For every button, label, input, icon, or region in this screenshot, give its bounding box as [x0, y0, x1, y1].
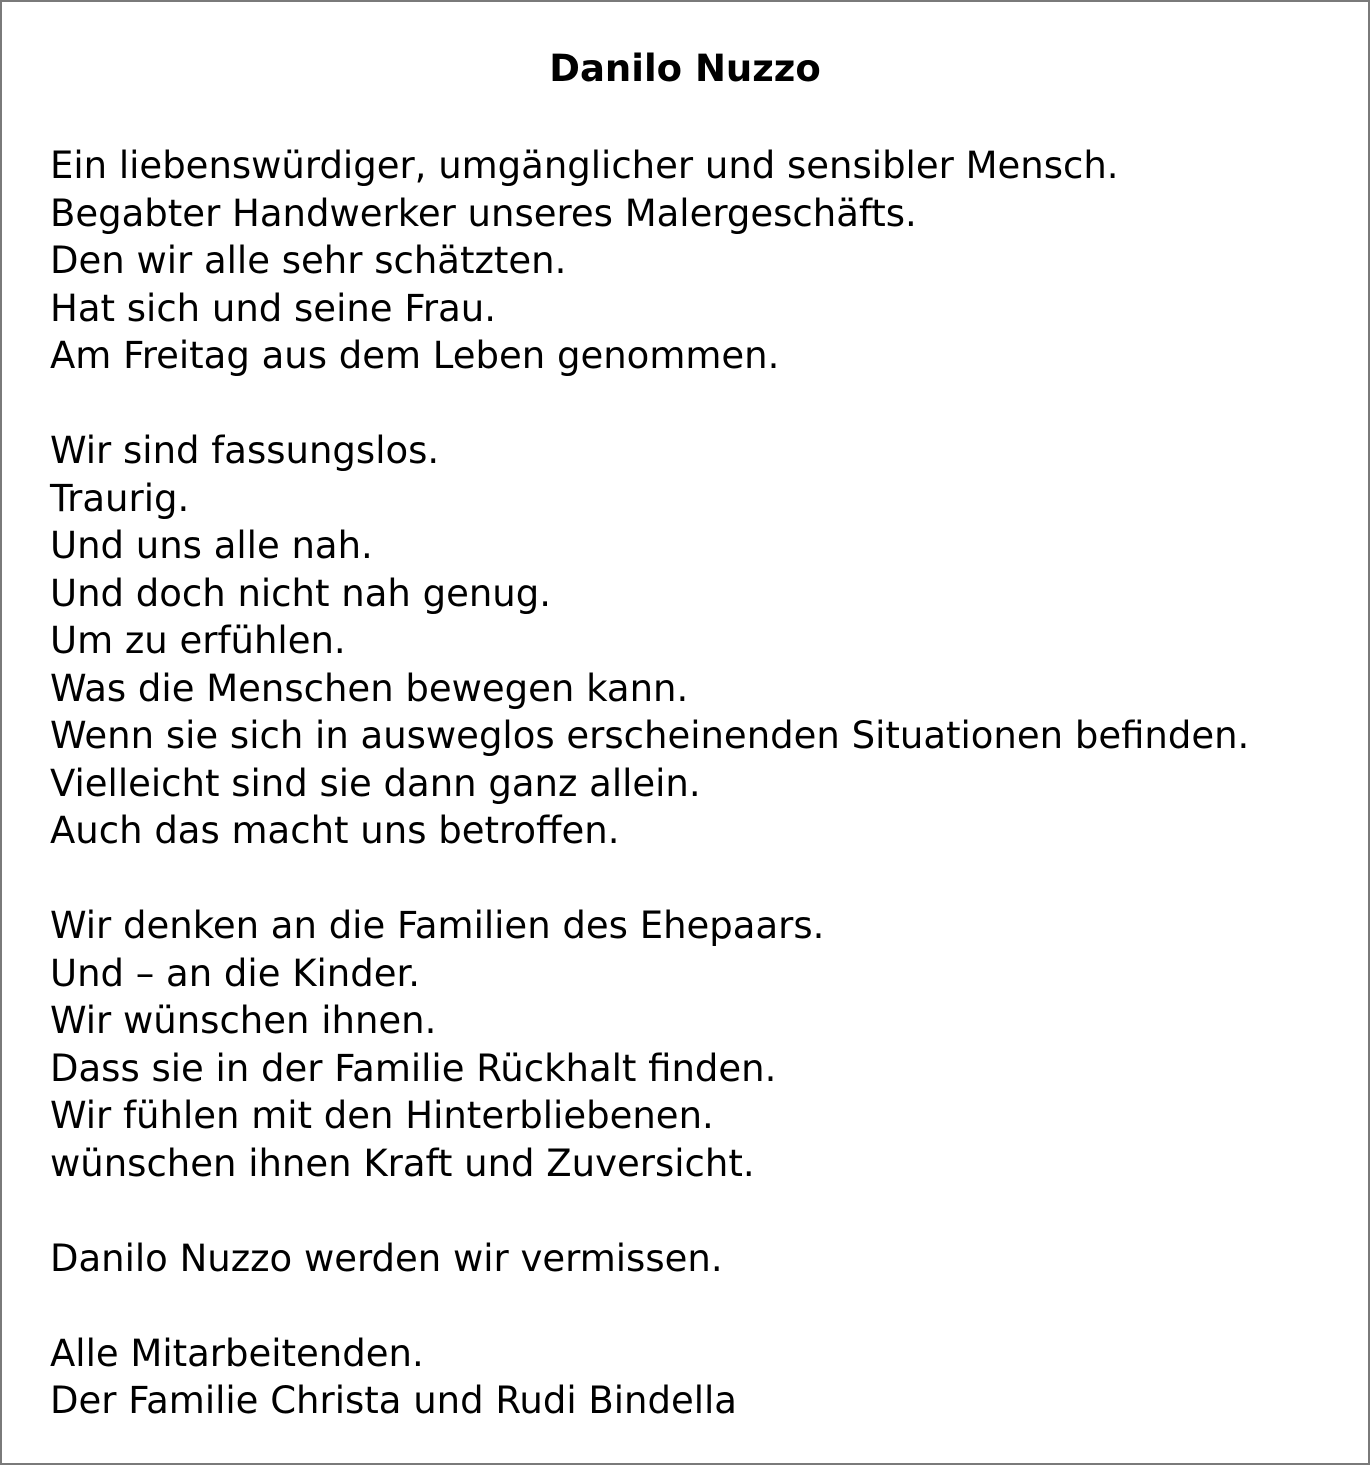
- text-line: Wir fühlen mit den Hinterbliebenen.: [50, 1094, 714, 1137]
- text-line: Dass sie in der Familie Rückhalt finden.: [50, 1046, 777, 1090]
- text-line: Was die Menschen bewegen kann.: [50, 666, 689, 710]
- text-line: Auch das macht uns betroffen.: [50, 809, 620, 852]
- text-line: Wir sind fassungslos.: [50, 429, 440, 472]
- notice-title: Danilo Nuzzo: [549, 47, 821, 90]
- stanza: [50, 1235, 1348, 1283]
- text-line: Danilo Nuzzo werden wir vermissen.: [50, 1236, 723, 1280]
- text-line: Und doch nicht nah genug.: [50, 571, 551, 615]
- text-line: Um zu erfühlen.: [50, 619, 346, 662]
- text-line: Alle Mitarbeitenden.: [50, 1331, 424, 1375]
- text-line: Vielleicht sind sie dann ganz allein.: [50, 761, 701, 805]
- notice-body: [50, 142, 1348, 1472]
- stanza: [50, 142, 1348, 380]
- text-line: Begabter Handwerker unseres Malergeschäfts.: [50, 191, 917, 235]
- text-line: Hat sich und seine Frau.: [50, 286, 497, 330]
- text-line: Traurig.: [50, 476, 190, 520]
- text-line: wünschen ihnen Kraft und Zuversicht.: [50, 1141, 755, 1185]
- text-line: Der Familie Christa und Rudi Bindella: [50, 1379, 737, 1422]
- text-line: Den wir alle sehr schätzten.: [50, 239, 567, 282]
- stanza: [50, 427, 1348, 855]
- text-line: Ein liebenswürdiger, umgänglicher und sensibler Mensch.: [50, 144, 1119, 187]
- text-line: Wenn sie sich in ausweglos erscheinenden Situationen befinden.: [50, 714, 1250, 757]
- text-line: Wir wünschen ihnen.: [50, 999, 437, 1042]
- text-line: Wir denken an die Familien des Ehepaars.: [50, 904, 825, 947]
- stanza: [50, 902, 1348, 1187]
- text-line: Und uns alle nah.: [50, 524, 373, 567]
- signature-block: [50, 1330, 1348, 1425]
- text-line: Am Freitag aus dem Leben genommen.: [50, 334, 780, 377]
- text-line: Und – an die Kinder.: [50, 951, 421, 995]
